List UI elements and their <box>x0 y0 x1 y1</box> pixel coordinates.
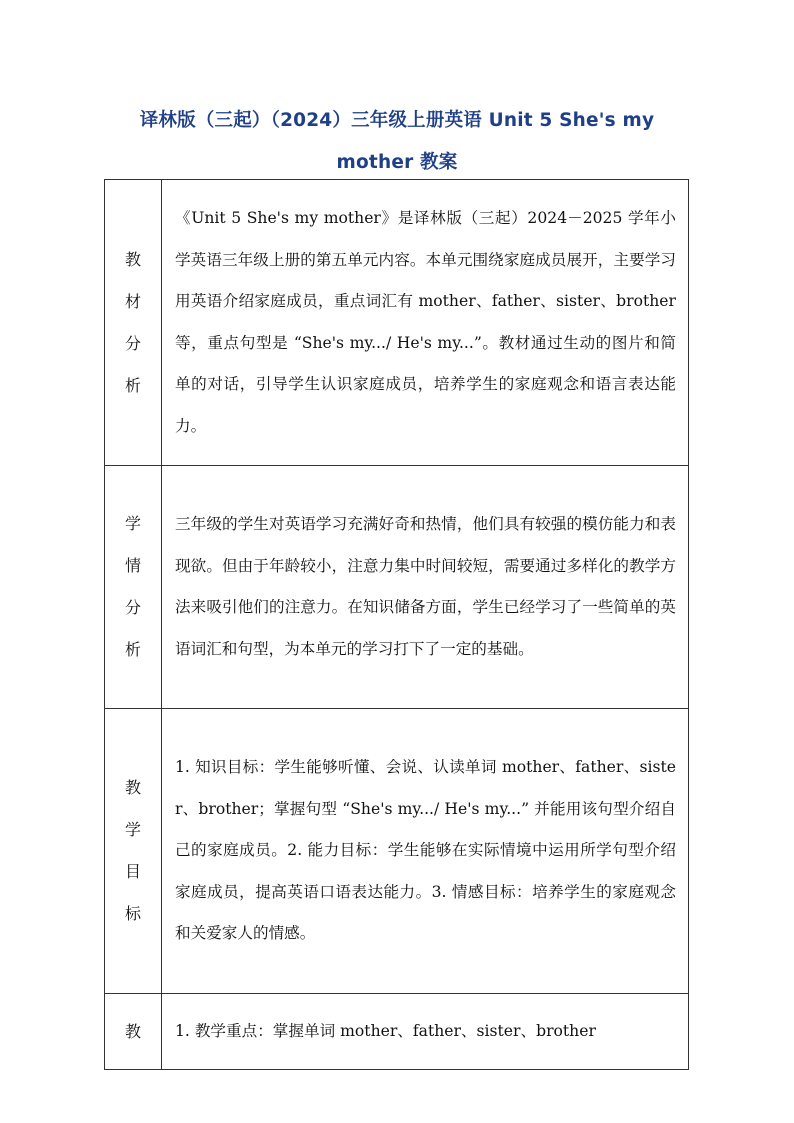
row-content-teaching-objectives: 1. 知识目标：学生能够听懂、会说、认读单词 mother、father、sister、brother；掌握句型 “She's my.../ He's my...” 并能用该句型介绍自己的家庭成员。2. 能力目标：学生能够在实际情境中运用所学句型介绍家庭成员，提高英语口语表达能力。3. 情感目标：培养学生的家庭观念和关爱家人的情感。 <box>162 709 689 994</box>
row-label-student-analysis: 学 情 分 析 <box>105 466 162 709</box>
document-title-line-1: 译林版（三起）（2024）三年级上册英语 Unit 5 She's my <box>139 110 655 131</box>
document-title <box>104 100 690 184</box>
document-title-line-2: mother 教案 <box>336 152 458 173</box>
table-row-textbook-analysis <box>105 180 689 466</box>
row-content-teaching-focus: 1. 教学重点：掌握单词 mother、father、sister、brother <box>162 994 689 1070</box>
row-label-textbook-analysis: 教 材 分 析 <box>105 180 162 466</box>
row-label-teaching-focus: 教 <box>105 994 162 1070</box>
table-row-student-analysis <box>105 466 689 709</box>
row-content-student-analysis: 三年级的学生对英语学习充满好奇和热情，他们具有较强的模仿能力和表现欲。但由于年龄较小，注意力集中时间较短，需要通过多样化的教学方法来吸引他们的注意力。在知识储备方面，学生已经学习了一些简单的英语词汇和句型，为本单元的学习打下了一定的基础。 <box>162 466 689 709</box>
row-content-textbook-analysis: 《Unit 5 She's my mother》是译林版（三起）2024－2025 学年小学英语三年级上册的第五单元内容。本单元围绕家庭成员展开，主要学习用英语介绍家庭成员，重点词汇有 mother、father、sister、brother 等，重点句型是 “She's my.../ He's my...”。教材通过生动的图片和简单的对话，引导学生认识家庭成员，培养学生的家庭观念和语言表达能力。 <box>162 180 689 466</box>
table-row-teaching-focus <box>105 994 689 1070</box>
lesson-plan-table <box>104 179 689 1070</box>
row-label-teaching-objectives: 教 学 目 标 <box>105 709 162 994</box>
table-row-teaching-objectives <box>105 709 689 994</box>
